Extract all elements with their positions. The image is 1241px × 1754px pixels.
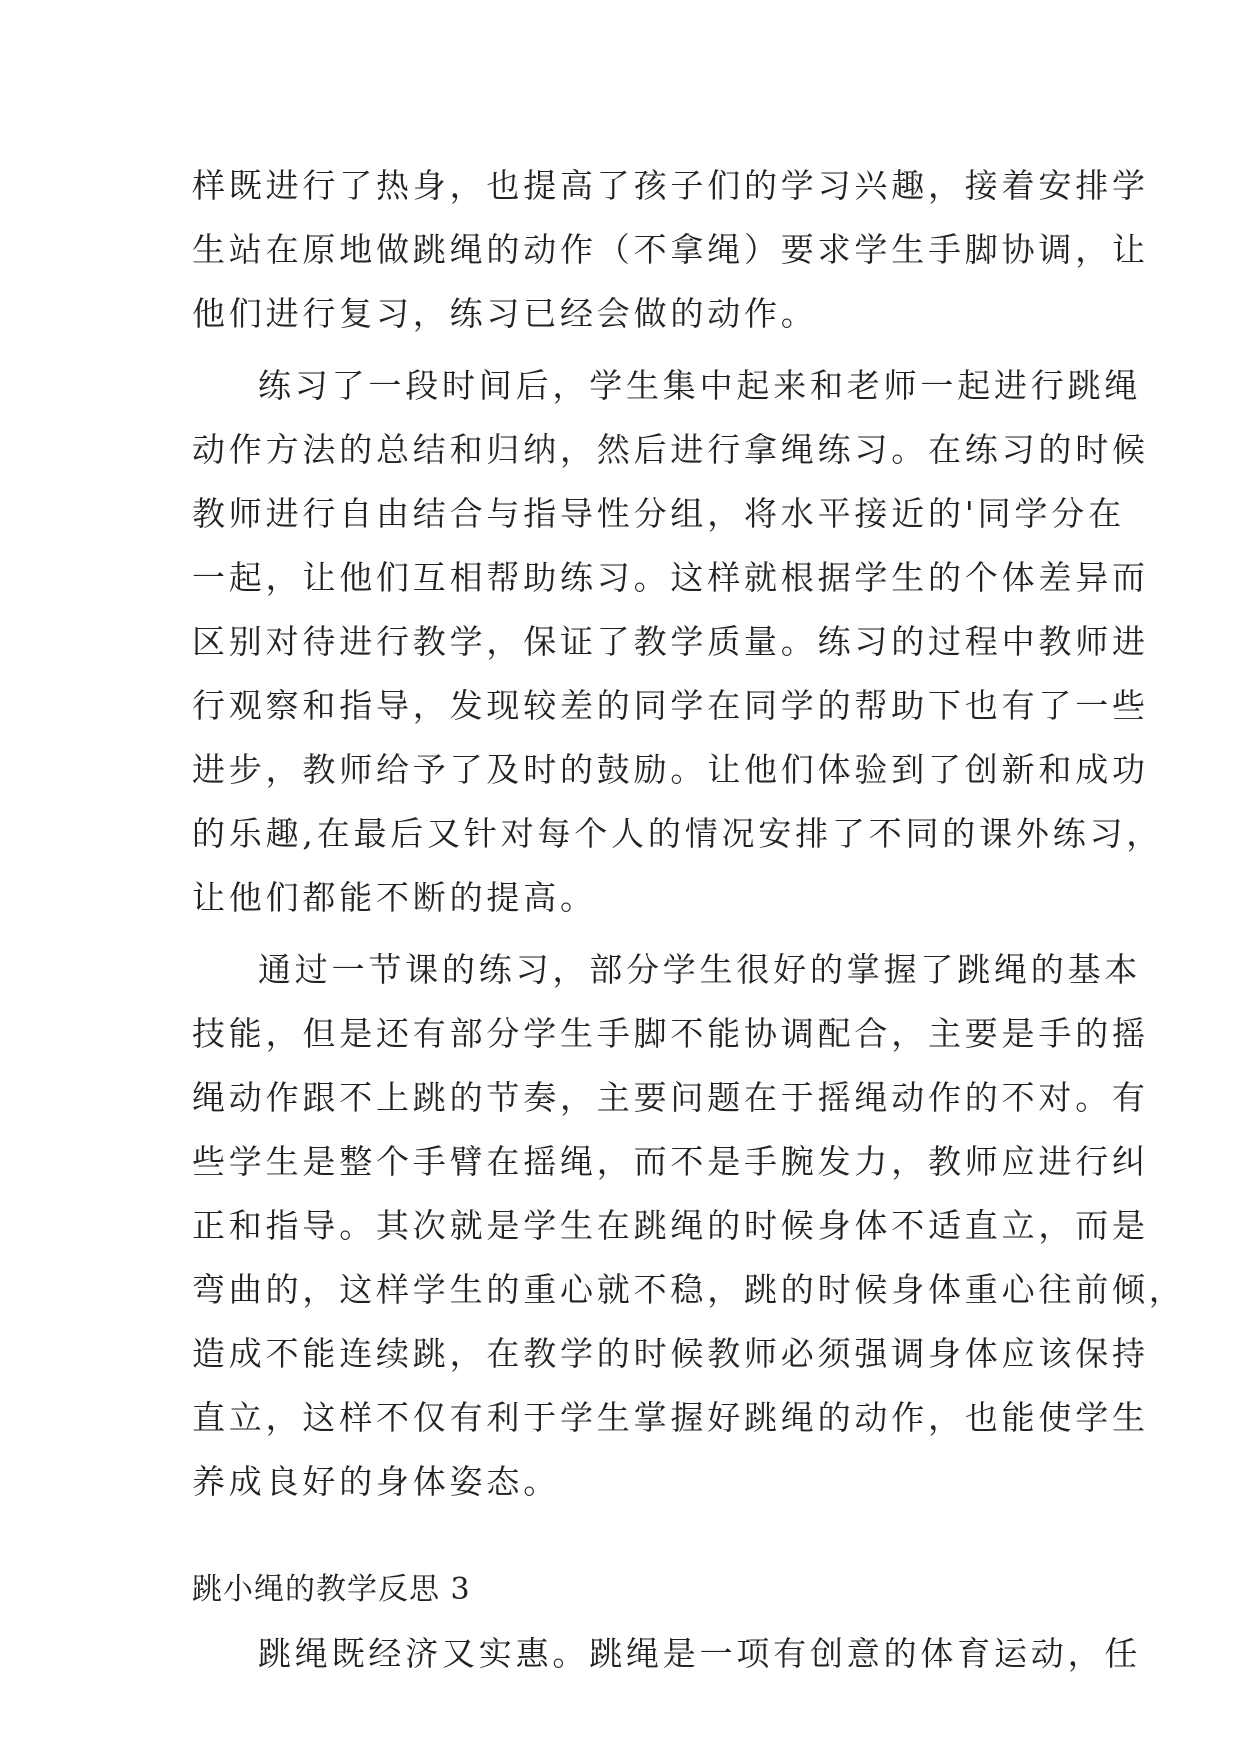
text-line: 生站在原地做跳绳的动作（不拿绳）要求学生手脚协调，让 — [192, 230, 1149, 269]
paragraph-3 — [192, 938, 1186, 1514]
text-line: 他们进行复习，练习已经会做的动作。 — [192, 294, 818, 333]
text-line: 正和指导。其次就是学生在跳绳的时候身体不适直立，而是 — [192, 1206, 1149, 1245]
text-line: 技能，但是还有部分学生手脚不能协调配合，主要是手的摇 — [192, 1014, 1149, 1053]
text-line: 的乐趣,在最后又针对每个人的情况安排了不同的课外练习， — [192, 814, 1164, 853]
text-line: 一起，让他们互相帮助练习。这样就根据学生的个体差异而 — [192, 558, 1149, 597]
text-line: 练习了一段时间后，学生集中起来和老师一起进行跳绳 — [258, 366, 1142, 405]
text-line: 绳动作跟不上跳的节奏，主要问题在于摇绳动作的不对。有 — [192, 1078, 1149, 1117]
text-line: 养成良好的身体姿态。 — [192, 1462, 560, 1501]
text-line: 教师进行自由结合与指导性分组，将水平接近的'同学分在 — [192, 494, 1125, 533]
paragraph-1 — [192, 154, 1149, 346]
section-heading: 跳小绳的教学反思 3 — [192, 1572, 471, 1607]
document-page — [192, 154, 1186, 1686]
text-line: 跳绳既经济又实惠。跳绳是一项有创意的体育运动，任 — [258, 1634, 1142, 1673]
text-line: 行观察和指导，发现较差的同学在同学的帮助下也有了一些 — [192, 686, 1149, 725]
text-line: 样既进行了热身，也提高了孩子们的学习兴趣，接着安排学 — [192, 166, 1149, 205]
text-line: 直立，这样不仅有利于学生掌握好跳绳的动作，也能使学生 — [192, 1398, 1149, 1437]
paragraph-4 — [192, 1622, 1142, 1686]
text-line: 进步，教师给予了及时的鼓励。让他们体验到了创新和成功 — [192, 750, 1149, 789]
text-line: 造成不能连续跳，在教学的时候教师必须强调身体应该保持 — [192, 1334, 1149, 1373]
text-line: 弯曲的，这样学生的重心就不稳，跳的时候身体重心往前倾， — [192, 1270, 1186, 1309]
text-line: 让他们都能不断的提高。 — [192, 878, 597, 917]
text-line: 些学生是整个手臂在摇绳，而不是手腕发力，教师应进行纠 — [192, 1142, 1149, 1181]
paragraph-2 — [192, 354, 1164, 930]
text-line: 区别对待进行教学，保证了教学质量。练习的过程中教师进 — [192, 622, 1149, 661]
text-line: 动作方法的总结和归纳，然后进行拿绳练习。在练习的时候 — [192, 430, 1149, 469]
text-line: 通过一节课的练习，部分学生很好的掌握了跳绳的基本 — [258, 950, 1142, 989]
